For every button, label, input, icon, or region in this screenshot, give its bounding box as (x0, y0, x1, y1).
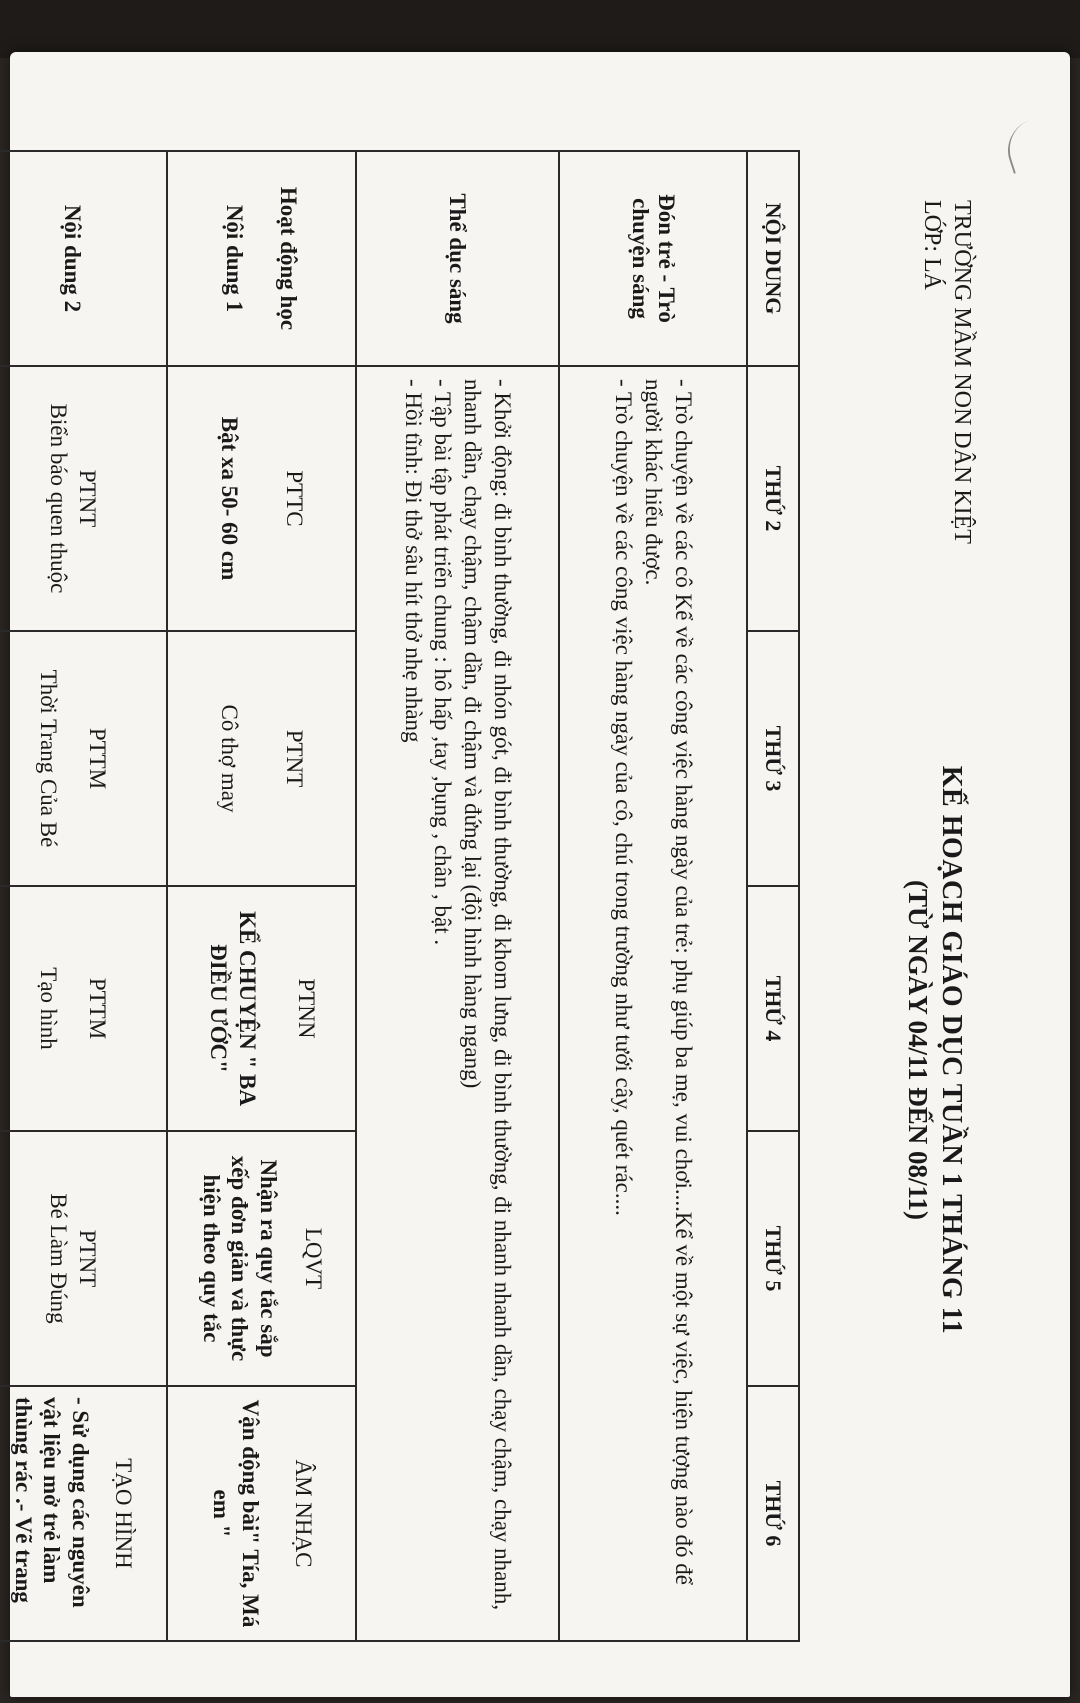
plan-title: KẾ HOẠCH GIÁO DỤC TUẦN 1 THÁNG 11 (936, 765, 967, 1335)
morning-reception-line: - Trò chuyện về các cô Kể về các công việc hàng ngày của trẻ: phụ giúp ba mẹ, vui chơi....Kể về một sự việc, hiện tượng nào đó để người khác hiểu được. (640, 379, 696, 1585)
lesson-area: ÂM NHẠC (290, 1459, 316, 1568)
lesson-cell-tuesday (0, 631, 167, 886)
lesson-area: PTTM (85, 727, 111, 790)
morning-exercise-line: - Hồi tĩnh: Đi thở sâu hít thở nhẹ nhàng (400, 379, 426, 743)
column-header-monday: THỨ 2 (747, 366, 799, 631)
lesson-cell-thursday (167, 1131, 356, 1386)
lesson-cell-friday (0, 1386, 167, 1641)
lesson-topic: Vận động bài" Tía, Má em " (209, 1399, 263, 1628)
table-row-morning-reception (559, 151, 747, 1641)
lesson-topic: Tạo hình (36, 967, 62, 1050)
column-header-thursday: THỨ 5 (747, 1131, 799, 1386)
lesson-area: PTNT (75, 1229, 101, 1288)
lesson-topic: Thời Trang Của Bé (36, 669, 62, 848)
lesson-cell-monday (0, 366, 167, 631)
table-row-learning-content-1 (167, 151, 356, 1641)
lesson-area: PTTC (282, 470, 308, 527)
lesson-area: PTNN (293, 978, 319, 1039)
document-header (870, 150, 1045, 1650)
column-header-content: NỘI DUNG (747, 151, 799, 366)
weekly-plan-table (0, 150, 800, 1642)
lesson-cell-wednesday (0, 886, 167, 1131)
lesson-topic: - Sử dụng các nguyên vật liệu mở trẻ làm thùng rác .- Vẽ trang (10, 1397, 94, 1608)
row-label-morning-exercise: Thể dục sáng (356, 151, 559, 366)
lesson-topic: Bé Làm Đúng (46, 1193, 72, 1324)
table-row-morning-exercise (356, 151, 559, 1641)
row-label-content-2: Nội dung 2 (0, 151, 167, 366)
rotated-document (10, 150, 1045, 1650)
morning-exercise-line: - Khởi động: đi bình thường, đi nhón gót, đi bình thường, đi khom lưng, đi bình thường, đi nhanh nhanh dần, chạy chậm, chạy nhanh, nhanh dần, chạy chậm, chậm dần, đi chậm và đứng lại (đội hình hàng ngang) (460, 379, 516, 1611)
row-label-learning: Hoạt động học (276, 186, 302, 331)
column-header-wednesday: THỨ 4 (747, 886, 799, 1131)
lesson-area: PTNT (282, 729, 308, 788)
morning-exercise-activities (356, 366, 559, 1641)
lesson-topic: Biển báo quen thuộc (46, 403, 72, 594)
lesson-topic: Nhận ra quy tắc sắp xếp đơn giản và thực hiện theo quy tắc (198, 1155, 282, 1362)
lesson-area: LQVT (301, 1227, 326, 1290)
lesson-area: TẠO HÌNH (111, 1458, 136, 1569)
lesson-topic: Cô thợ may (217, 704, 243, 813)
school-name: TRƯỜNG MẦM NON DÂN KIỆT (949, 200, 975, 544)
lesson-area: PTTM (85, 977, 111, 1040)
lesson-topic: Bật xa 50- 60 cm (217, 416, 243, 581)
background-dark-band (0, 0, 1080, 58)
column-header-friday: THỨ 6 (747, 1386, 799, 1641)
morning-reception-activities (559, 366, 747, 1641)
morning-exercise-line: - Tập bài tập phát triển chung : hô hấp ,tay ,bụng , chân , bật . (430, 379, 456, 946)
morning-reception-line: - Trò chuyện về các công việc hàng ngày của cô, chú trong trường như tưới cây, quét rác.... (611, 379, 637, 1216)
class-name: LỚP: LÁ (919, 200, 945, 290)
lesson-cell-monday (167, 366, 356, 631)
lesson-cell-friday (167, 1386, 356, 1641)
lesson-area: PTNT (75, 469, 101, 528)
column-header-tuesday: THỨ 3 (747, 631, 799, 886)
row-label-learning-content-1 (167, 151, 356, 366)
lesson-cell-wednesday (167, 886, 356, 1131)
table-header-row (747, 151, 799, 1641)
lesson-cell-thursday (0, 1131, 167, 1386)
row-label-morning-reception: Đón trẻ - Trò chuyện sáng (559, 151, 747, 366)
row-label-content-1: Nội dung 1 (222, 204, 248, 313)
lesson-topic: KỂ CHUYỆN " BA ĐIỀU ƯỚC" (206, 911, 260, 1106)
plan-date-range: (TỪ NGÀY 04/11 ĐẾN 08/11) (903, 879, 933, 1220)
lesson-cell-tuesday (167, 631, 356, 886)
table-row-learning-content-2 (0, 151, 167, 1641)
